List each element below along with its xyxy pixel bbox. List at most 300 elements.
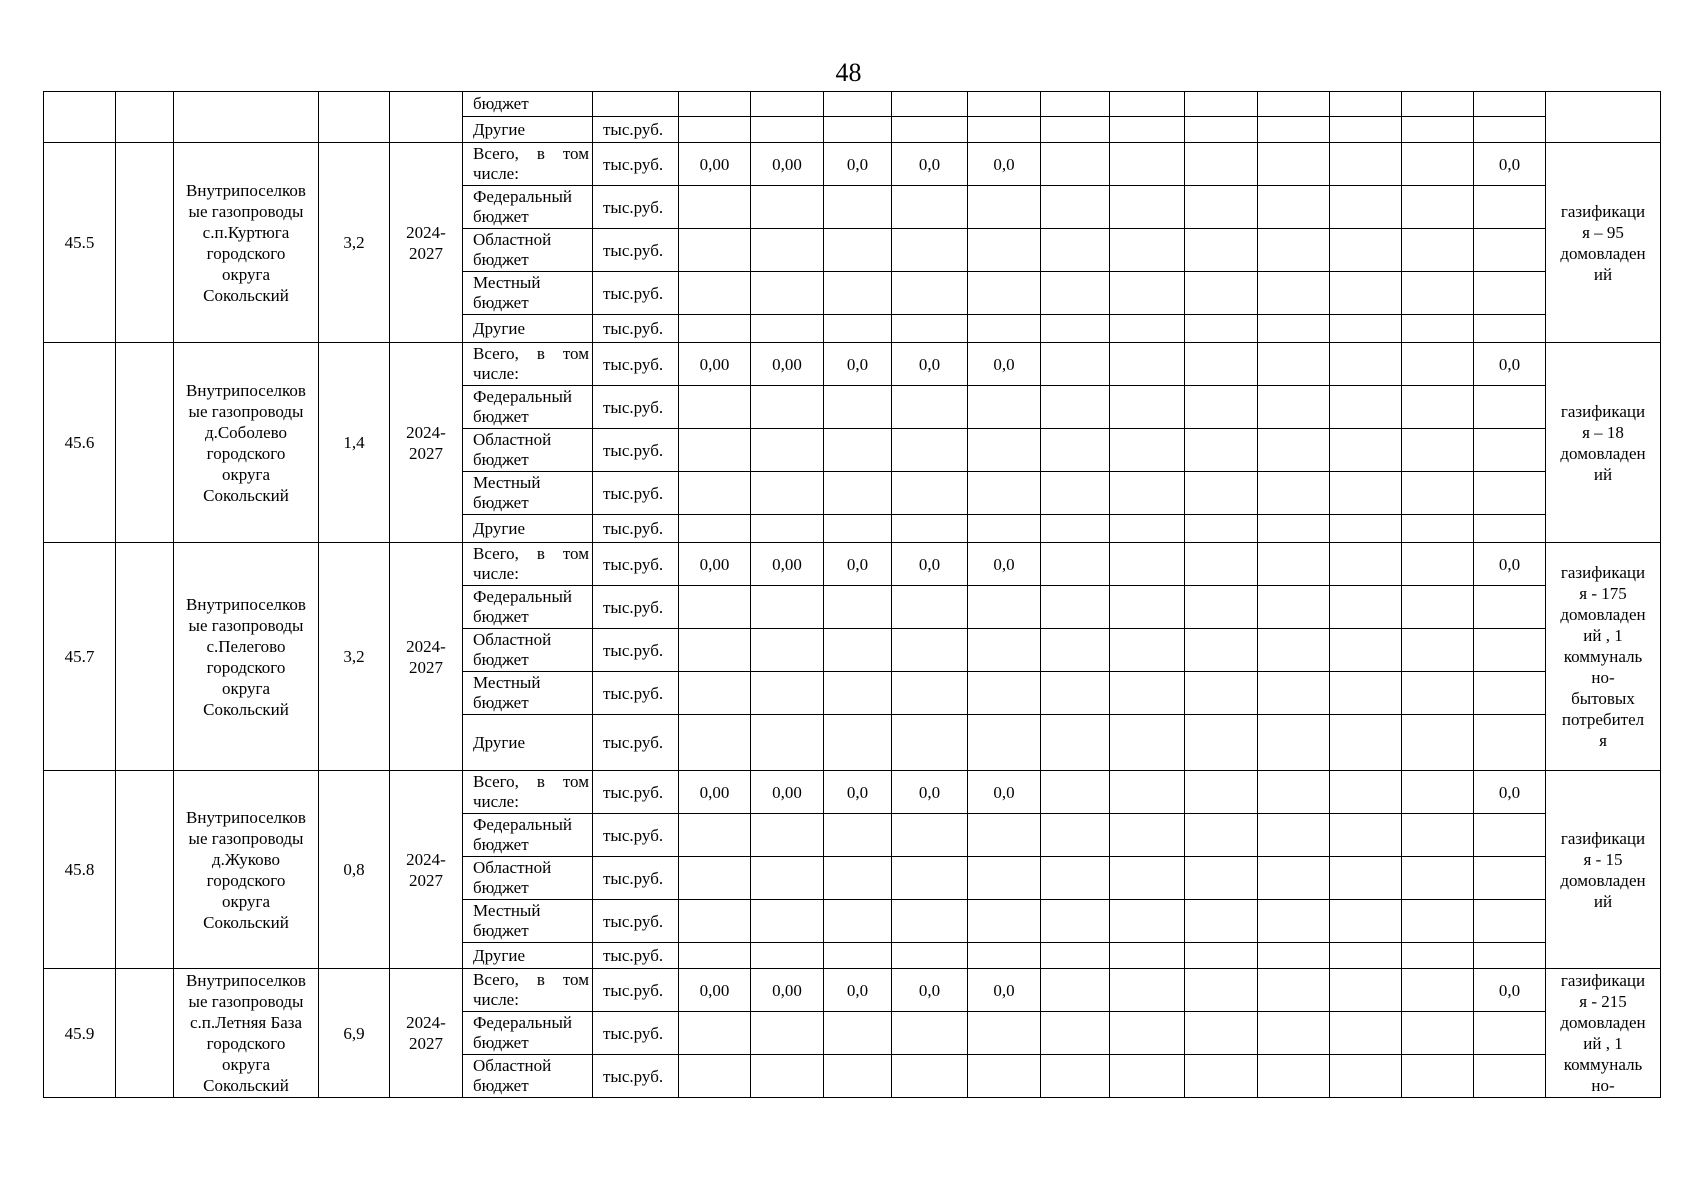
- table-cell: [824, 900, 892, 943]
- object-name: [174, 343, 319, 543]
- table-cell: [751, 672, 824, 715]
- table-cell: [1258, 272, 1330, 315]
- table-cell: [679, 857, 751, 900]
- table-cell: [1185, 143, 1258, 186]
- table-cell: [1110, 472, 1185, 515]
- table-cell: [1258, 771, 1330, 814]
- table-cell: [968, 386, 1041, 429]
- table-cell: [1474, 117, 1546, 143]
- table-cell: [968, 586, 1041, 629]
- unit-cell: тыс.руб.: [593, 143, 679, 186]
- object-name-line: округа: [221, 891, 271, 911]
- funding-source-line: бюджет: [473, 450, 529, 469]
- table-cell: [1110, 117, 1185, 143]
- funding-source-line: Другие: [473, 732, 525, 752]
- funding-source-line: бюджет: [473, 878, 529, 897]
- object-name-line: Внутрипоселков: [186, 807, 306, 827]
- table-cell: [1258, 900, 1330, 943]
- funding-source: [463, 900, 593, 943]
- table-cell: [1402, 1012, 1474, 1055]
- table-cell: [1474, 1012, 1546, 1055]
- amount-cell: 0,0: [1474, 343, 1546, 386]
- table-cell: [1041, 1012, 1110, 1055]
- table-cell: [968, 900, 1041, 943]
- table-cell: [1041, 143, 1110, 186]
- table-cell: [319, 92, 390, 143]
- item-number: 45.6: [44, 343, 116, 543]
- table-cell: [1041, 1055, 1110, 1098]
- period-line: 2027: [409, 870, 443, 890]
- table-cell: [1474, 672, 1546, 715]
- table-cell: [1185, 1055, 1258, 1098]
- table-cell: [1041, 92, 1110, 117]
- table-cell: [1330, 186, 1402, 229]
- expected-result-line: я: [1599, 731, 1607, 750]
- table-cell: [751, 117, 824, 143]
- table-cell: [1041, 543, 1110, 586]
- table-cell: [1185, 900, 1258, 943]
- expected-result-line: я – 18: [1582, 422, 1624, 442]
- table-cell: [968, 272, 1041, 315]
- amount-cell: 0,0: [968, 143, 1041, 186]
- table-cell: [116, 92, 174, 143]
- table-cell: [1258, 386, 1330, 429]
- table-cell: [1258, 1012, 1330, 1055]
- amount-cell: 0,00: [679, 969, 751, 1012]
- table-cell: [1110, 715, 1185, 771]
- expected-result-line: коммуналь: [1563, 1055, 1643, 1074]
- funding-source: [463, 429, 593, 472]
- object-name: [174, 969, 319, 1098]
- amount-cell: 0,0: [824, 969, 892, 1012]
- table-cell: [1330, 117, 1402, 143]
- expected-result-line: домовладен: [1560, 605, 1646, 624]
- table-cell: [1110, 900, 1185, 943]
- table-cell: [1258, 629, 1330, 672]
- funding-source: [463, 1012, 593, 1055]
- expected-result-line: газификаци: [1560, 971, 1646, 990]
- object-name-line: Внутрипоселков: [186, 971, 306, 990]
- table-cell: [1474, 900, 1546, 943]
- expected-result-line: но-: [1591, 668, 1615, 687]
- pipeline-length: 6,9: [319, 969, 390, 1098]
- amount-cell: 0,0: [892, 143, 968, 186]
- funding-source-word: Всего,: [473, 344, 519, 363]
- table-cell: [1330, 1055, 1402, 1098]
- amount-cell: 0,00: [751, 343, 824, 386]
- table-cell: [751, 629, 824, 672]
- table-cell: [679, 900, 751, 943]
- funding-source-line: числе:: [473, 990, 519, 1009]
- object-name-line: городского: [206, 870, 286, 890]
- table-cell: [824, 315, 892, 343]
- expected-result-line: ий: [1593, 891, 1613, 911]
- table-cell: [1402, 429, 1474, 472]
- funding-source-word: том: [562, 772, 589, 791]
- table-cell: [116, 543, 174, 771]
- funding-source-word: в: [536, 144, 545, 163]
- table-cell: [968, 672, 1041, 715]
- object-name-line: ые газопроводы: [188, 828, 304, 848]
- table-cell: [1330, 715, 1402, 771]
- table-cell: [679, 229, 751, 272]
- table-cell: [1402, 969, 1474, 1012]
- object-name-line: городского: [206, 243, 286, 263]
- table-cell: [679, 186, 751, 229]
- pipeline-length: 3,2: [319, 543, 390, 771]
- table-cell: [1258, 515, 1330, 543]
- table-cell: [1330, 386, 1402, 429]
- table-cell: [892, 1012, 968, 1055]
- table-cell: [1474, 586, 1546, 629]
- table-cell: [1185, 943, 1258, 969]
- table-cell: [892, 429, 968, 472]
- funding-source-word: том: [562, 344, 589, 363]
- table-cell: [892, 272, 968, 315]
- funding-source-line: бюджет: [473, 835, 529, 854]
- table-cell: [892, 629, 968, 672]
- table-cell: [968, 315, 1041, 343]
- table-cell: [1041, 629, 1110, 672]
- unit-cell: тыс.руб.: [593, 472, 679, 515]
- table-cell: [751, 586, 824, 629]
- table-cell: [1402, 229, 1474, 272]
- table-cell: [116, 771, 174, 969]
- period-line: 2024-: [406, 636, 446, 656]
- table-cell: [1258, 969, 1330, 1012]
- table-cell: [968, 1012, 1041, 1055]
- unit-cell: тыс.руб.: [593, 543, 679, 586]
- table-cell: [968, 92, 1041, 117]
- pipeline-length: 1,4: [319, 343, 390, 543]
- table-cell: [1402, 117, 1474, 143]
- expected-result-line: газификаци: [1560, 401, 1646, 421]
- table-cell: [1402, 814, 1474, 857]
- table-cell: [1041, 272, 1110, 315]
- amount-cell: 0,0: [892, 343, 968, 386]
- amount-cell: 0,0: [1474, 771, 1546, 814]
- table-cell: [1258, 229, 1330, 272]
- table-cell: [1402, 672, 1474, 715]
- result-cell: [1546, 92, 1661, 143]
- expected-result: [1546, 543, 1661, 771]
- item-number: 45.8: [44, 771, 116, 969]
- object-name-line: округа: [221, 464, 271, 484]
- table-cell: [1185, 386, 1258, 429]
- table-cell: [1110, 814, 1185, 857]
- table-cell: [751, 715, 824, 771]
- funding-source: [463, 143, 593, 186]
- unit-cell: тыс.руб.: [593, 969, 679, 1012]
- table-cell: [1258, 543, 1330, 586]
- table-cell: [968, 472, 1041, 515]
- amount-cell: 0,0: [892, 771, 968, 814]
- implementation-period: [390, 771, 463, 969]
- funding-source-line: бюджет: [473, 407, 529, 426]
- table-cell: [1474, 472, 1546, 515]
- table-cell: [1185, 315, 1258, 343]
- funding-source-line: бюджет: [473, 207, 529, 226]
- table-cell: [751, 857, 824, 900]
- table-cell: [1258, 857, 1330, 900]
- table-cell: [751, 1012, 824, 1055]
- funding-source-line: Местный: [473, 901, 541, 920]
- table-cell: [968, 117, 1041, 143]
- table-cell: [1110, 771, 1185, 814]
- table-cell: [968, 857, 1041, 900]
- table-cell: [1041, 117, 1110, 143]
- table-cell: [1330, 943, 1402, 969]
- table-cell: [1402, 771, 1474, 814]
- table-cell: [679, 814, 751, 857]
- table-cell: [1258, 143, 1330, 186]
- funding-source-line: бюджет: [473, 693, 529, 712]
- table-cell: [1110, 586, 1185, 629]
- table-cell: [1258, 715, 1330, 771]
- funding-source-line: бюджет: [473, 921, 529, 940]
- unit-cell: тыс.руб.: [593, 943, 679, 969]
- amount-cell: 0,00: [751, 771, 824, 814]
- table-cell: [824, 272, 892, 315]
- table-cell: [1258, 117, 1330, 143]
- amount-cell: 0,00: [679, 543, 751, 586]
- table-cell: [824, 186, 892, 229]
- funding-source-line: бюджет: [473, 1033, 529, 1052]
- table-cell: [1330, 969, 1402, 1012]
- funding-source: [463, 814, 593, 857]
- table-cell: [1330, 515, 1402, 543]
- table-cell: [1185, 515, 1258, 543]
- unit-cell: тыс.руб.: [593, 186, 679, 229]
- amount-cell: 0,0: [824, 771, 892, 814]
- table-cell: [1258, 186, 1330, 229]
- table-cell: [892, 900, 968, 943]
- table-cell: [892, 672, 968, 715]
- expected-result-line: газификаци: [1560, 563, 1646, 582]
- table-cell: [1258, 472, 1330, 515]
- object-name: [174, 543, 319, 771]
- object-name-line: с.п.Летняя База: [189, 1013, 303, 1032]
- table-row: [44, 143, 1661, 186]
- object-name-line: ые газопроводы: [188, 401, 304, 421]
- period-line: 2024-: [406, 422, 446, 442]
- table-cell: [1330, 92, 1402, 117]
- table-cell: [751, 386, 824, 429]
- object-name-line: Сокольский: [203, 485, 289, 505]
- table-cell: [824, 672, 892, 715]
- table-cell: [1258, 586, 1330, 629]
- amount-cell: 0,0: [968, 771, 1041, 814]
- table-cell: [824, 586, 892, 629]
- table-cell: [892, 117, 968, 143]
- period-line: 2024-: [406, 1013, 446, 1032]
- funding-source: [463, 386, 593, 429]
- table-cell: [892, 814, 968, 857]
- table-cell: [1402, 92, 1474, 117]
- funding-source-word: том: [562, 970, 589, 989]
- expected-result: [1546, 343, 1661, 543]
- table-cell: [1041, 515, 1110, 543]
- table-cell: [1402, 272, 1474, 315]
- table-cell: [1041, 229, 1110, 272]
- table-cell: [1185, 229, 1258, 272]
- table-cell: [679, 715, 751, 771]
- table-cell: [1110, 543, 1185, 586]
- period-line: 2027: [409, 1034, 443, 1053]
- amount-cell: 0,0: [1474, 143, 1546, 186]
- funding-source-line: Местный: [473, 273, 541, 292]
- table-cell: [751, 186, 824, 229]
- amount-cell: 0,0: [968, 343, 1041, 386]
- unit-cell: тыс.руб.: [593, 672, 679, 715]
- table-cell: [1402, 343, 1474, 386]
- table-cell: [1185, 472, 1258, 515]
- table-cell: [1474, 229, 1546, 272]
- funding-source-line: бюджет: [473, 607, 529, 626]
- funding-source: бюджет: [463, 92, 593, 117]
- funding-source-line: Областной: [473, 858, 552, 877]
- table-cell: [1110, 429, 1185, 472]
- object-name-line: городского: [206, 657, 286, 677]
- funding-source-word: Всего,: [473, 772, 519, 791]
- table-cell: [1041, 386, 1110, 429]
- funding-source-line: бюджет: [473, 493, 529, 512]
- table-cell: [1110, 629, 1185, 672]
- funding-source-word: Всего,: [473, 544, 519, 563]
- table-cell: [1185, 343, 1258, 386]
- funding-source-line: числе:: [473, 164, 519, 183]
- funding-source-line: числе:: [473, 564, 519, 583]
- unit-cell: тыс.руб.: [593, 771, 679, 814]
- table-cell: [1185, 1012, 1258, 1055]
- item-number: 45.7: [44, 543, 116, 771]
- table-cell: [1330, 543, 1402, 586]
- funding-source-line: Другие: [473, 945, 525, 965]
- table-cell: [1474, 715, 1546, 771]
- object-name: [174, 143, 319, 343]
- amount-cell: 0,00: [679, 143, 751, 186]
- funding-source: [463, 343, 593, 386]
- period-line: 2027: [409, 657, 443, 677]
- table-cell: [679, 1055, 751, 1098]
- implementation-period: [390, 543, 463, 771]
- implementation-period: [390, 143, 463, 343]
- table-cell: [751, 943, 824, 969]
- table-cell: [679, 1012, 751, 1055]
- table-cell: [1110, 672, 1185, 715]
- funding-source-line: Федеральный: [473, 1013, 572, 1032]
- table-cell: [1041, 943, 1110, 969]
- funding-source-line: [473, 144, 589, 164]
- table-cell: [1474, 186, 1546, 229]
- expected-result-line: домовладен: [1560, 870, 1646, 890]
- table-cell: [1041, 472, 1110, 515]
- table-cell: [1110, 515, 1185, 543]
- table-cell: [1041, 771, 1110, 814]
- table-cell: [1330, 272, 1402, 315]
- amount-cell: 0,00: [751, 969, 824, 1012]
- funding-source: [463, 1055, 593, 1098]
- unit-cell: [593, 92, 679, 117]
- table-cell: [1041, 857, 1110, 900]
- table-cell: [751, 92, 824, 117]
- implementation-period: [390, 343, 463, 543]
- object-name-line: с.Пелегово: [206, 636, 286, 656]
- table-cell: [824, 943, 892, 969]
- funding-source-line: Местный: [473, 673, 541, 692]
- expected-result-line: но-: [1591, 1076, 1615, 1095]
- unit-cell: тыс.руб.: [593, 1012, 679, 1055]
- table-cell: [1110, 315, 1185, 343]
- funding-source-line: бюджет: [473, 1076, 529, 1095]
- expected-result-line: домовладен: [1560, 243, 1646, 263]
- table-cell: [1110, 1012, 1185, 1055]
- funding-source-line: Другие: [473, 518, 525, 538]
- funding-source-line: Федеральный: [473, 587, 572, 606]
- table-cell: [1330, 472, 1402, 515]
- table-cell: [1110, 943, 1185, 969]
- table-cell: [968, 229, 1041, 272]
- table-cell: [824, 515, 892, 543]
- pipeline-length: 0,8: [319, 771, 390, 969]
- table-cell: [1330, 343, 1402, 386]
- table-cell: [1041, 429, 1110, 472]
- table-cell: [679, 472, 751, 515]
- table-cell: [892, 943, 968, 969]
- expected-result-line: я - 175: [1579, 584, 1627, 603]
- table-cell: [1258, 672, 1330, 715]
- funding-source-line: [473, 544, 589, 564]
- table-cell: [1185, 969, 1258, 1012]
- funding-source: [463, 943, 593, 969]
- funding-source: [463, 472, 593, 515]
- object-name-line: городского: [206, 443, 286, 463]
- table-cell: [824, 814, 892, 857]
- table-cell: [679, 386, 751, 429]
- unit-cell: тыс.руб.: [593, 515, 679, 543]
- table-cell: [1474, 1055, 1546, 1098]
- unit-cell: тыс.руб.: [593, 857, 679, 900]
- table-cell: [1041, 586, 1110, 629]
- table-cell: [1474, 629, 1546, 672]
- unit-cell: тыс.руб.: [593, 429, 679, 472]
- object-name-line: ые газопроводы: [188, 992, 304, 1011]
- funding-source-line: Областной: [473, 230, 552, 249]
- table-cell: [1402, 586, 1474, 629]
- table-cell: [1185, 857, 1258, 900]
- unit-cell: тыс.руб.: [593, 343, 679, 386]
- table-cell: [116, 343, 174, 543]
- table-cell: [751, 472, 824, 515]
- funding-source-line: числе:: [473, 364, 519, 383]
- funding-source-line: бюджет: [473, 293, 529, 312]
- table-cell: [892, 857, 968, 900]
- table-cell: [1110, 343, 1185, 386]
- table-cell: [1258, 943, 1330, 969]
- table-cell: [824, 92, 892, 117]
- table-cell: [679, 272, 751, 315]
- table-cell: [1330, 857, 1402, 900]
- funding-source: [463, 586, 593, 629]
- pipeline-length: 3,2: [319, 143, 390, 343]
- unit-cell: тыс.руб.: [593, 629, 679, 672]
- table-cell: [116, 143, 174, 343]
- funding-source-word: Всего,: [473, 144, 519, 163]
- table-cell: [679, 92, 751, 117]
- period-line: 2027: [409, 443, 443, 463]
- table-cell: [751, 315, 824, 343]
- funding-source-line: числе:: [473, 792, 519, 811]
